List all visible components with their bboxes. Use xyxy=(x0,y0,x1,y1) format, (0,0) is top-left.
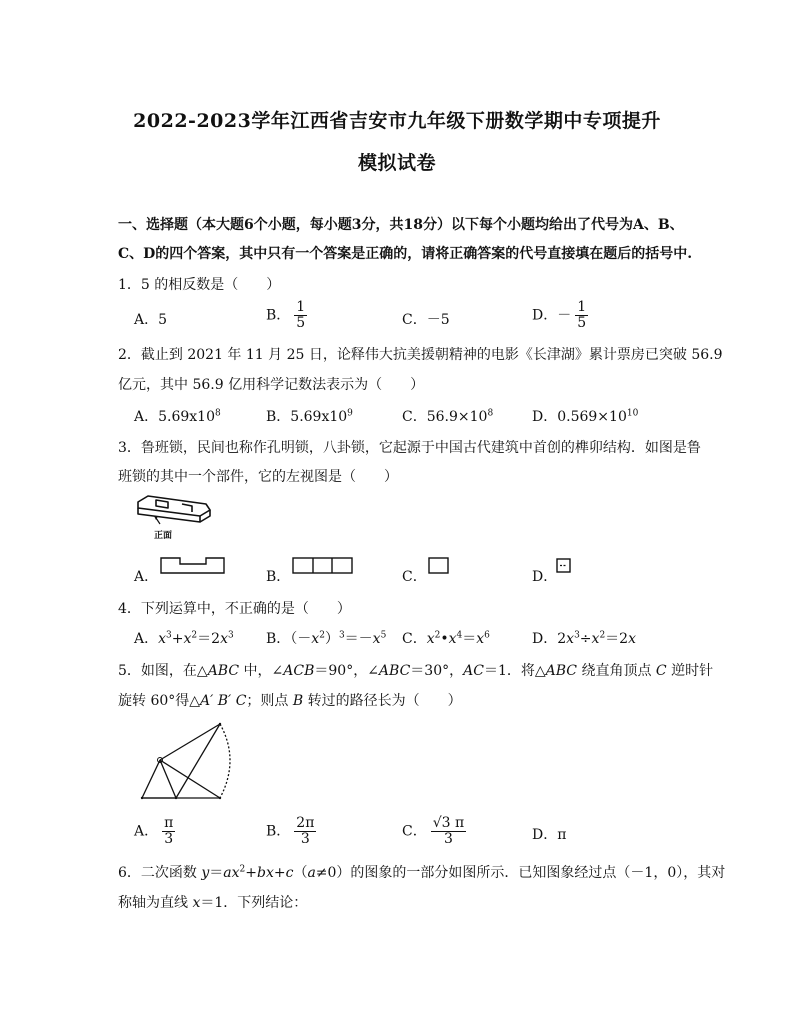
text-segment: ABC xyxy=(207,663,240,679)
q2-option-a-base: A．5.69x10 xyxy=(134,409,215,425)
text-segment: 称轴为直线 xyxy=(118,895,193,911)
text-segment: ABC xyxy=(378,663,411,679)
q2-option-d-base: D．0.569×10 xyxy=(532,409,627,425)
q3-lock-part-figure xyxy=(134,494,214,544)
text-segment: + xyxy=(245,865,257,881)
q5-option-c-fraction xyxy=(431,816,466,847)
section1-instructions-line2: C、D的四个答案，其中只有一个答案是正确的，请将正确答案的代号直接填在题后的括号中. xyxy=(118,246,693,262)
q4-option-c-label: C． xyxy=(402,631,427,647)
q2-text-line2: 亿元，其中 56.9 亿用科学记数法表示为（ ） xyxy=(118,377,425,393)
text-segment: ＝1．将△ xyxy=(483,663,546,679)
page-title-line1: 2022-2023学年江西省吉安市九年级下册数学期中专项提升 xyxy=(133,110,661,132)
q5-option-a xyxy=(134,816,175,847)
q1-option-b-fraction xyxy=(294,300,307,331)
q2-option-b-base: B．5.69x10 xyxy=(266,409,348,425)
q1-option-b-prefix: B． xyxy=(266,307,291,324)
q4-text: 4．下列运算中，不正确的是（ ） xyxy=(118,601,351,617)
text-segment: + xyxy=(273,865,286,881)
q4-option-d-label: D． xyxy=(532,631,558,647)
q5-option-b-prefix: B． xyxy=(266,823,291,840)
q1-option-c: C．－5 xyxy=(402,312,450,328)
q2-option-d-exponent: 10 xyxy=(626,408,639,419)
text-segment: ACB xyxy=(283,663,315,679)
text-segment: 旋转 60°得△ xyxy=(118,693,201,709)
fraction-numerator: 1 xyxy=(577,299,587,315)
text-segment: ≠0）的图象的一部分如图所示．已知图象经过点（－1，0），其对 xyxy=(315,865,726,881)
text-segment: ＝1．下列结论： xyxy=(200,895,308,911)
q2-option-a-exponent: 8 xyxy=(215,408,221,419)
q4-option-a-label: A． xyxy=(134,631,159,647)
q2-option-a xyxy=(134,406,221,426)
q2-option-c-exponent: 8 xyxy=(487,408,494,419)
q1-option-a: A．5 xyxy=(134,312,168,328)
text-segment: 绕直角顶点 xyxy=(577,663,656,679)
fraction-denominator: 3 xyxy=(300,831,310,847)
q6-text-line1 xyxy=(118,862,725,882)
q2-text-line1: 2．截止到 2021 年 11 月 25 日，论释伟大抗美援朝精神的电影《长津湖》累计票房已突破 56.9 xyxy=(118,347,723,363)
text-segment: 5．如图，在△ xyxy=(118,663,208,679)
fraction-numerator: π xyxy=(164,815,174,831)
fraction-denominator: 5 xyxy=(296,315,306,331)
section1-instructions-line1: 一、选择题（本大题6个小题，每小题3分，共18分）以下每个小题均给出了代号为A、B、 xyxy=(118,217,684,233)
fraction-denominator: 5 xyxy=(577,315,587,331)
q2-option-c-base: C．56.9×10 xyxy=(402,409,488,425)
text-segment: ＝ xyxy=(209,865,224,881)
fraction-numerator: 2π xyxy=(296,815,315,831)
q3-text-line2: 班锁的其中一个部件，它的左视图是（ ） xyxy=(118,469,398,485)
text-segment: ＝90°，∠ xyxy=(314,663,379,679)
fraction-denominator: 3 xyxy=(164,831,174,847)
q5-text-line2 xyxy=(118,690,462,710)
q4-option-a: A．$x^3+x^2=2x^3$ xyxy=(134,630,234,647)
q3-figure-label-front: 正面 xyxy=(154,531,173,541)
q2-option-d xyxy=(532,406,638,426)
q3-option-d-view xyxy=(556,558,572,574)
q1-option-d xyxy=(532,300,588,331)
q5-text-line1 xyxy=(118,660,713,680)
q4-option-b-label: B． xyxy=(266,631,291,647)
text-segment: 中，∠ xyxy=(239,663,284,679)
text-segment: ABC xyxy=(545,663,578,679)
q3-option-d: D． xyxy=(532,569,558,585)
text-segment: C xyxy=(655,663,667,679)
text-segment: ；则点 xyxy=(246,693,293,709)
text-segment: 6．二次函数 xyxy=(118,865,202,881)
q5-option-d: D．π xyxy=(532,827,567,843)
q1-option-b xyxy=(266,300,307,331)
text-segment: a xyxy=(307,865,316,881)
q5-option-a-prefix: A． xyxy=(134,823,159,840)
text-segment: y xyxy=(201,865,210,881)
text-segment: A′ B′ C xyxy=(200,693,247,709)
q3-option-c: C． xyxy=(402,569,427,585)
text-segment: ＝30°， xyxy=(410,663,464,679)
q5-option-c xyxy=(402,816,466,847)
q3-option-a: A． xyxy=(134,569,159,585)
q2-option-c xyxy=(402,406,493,426)
text-segment: 转过的路径长为（ ） xyxy=(303,693,462,709)
q5-option-a-fraction xyxy=(162,816,175,847)
fraction-numerator: 1 xyxy=(296,299,306,315)
q5-option-b-fraction xyxy=(294,816,316,847)
text-segment: 逆时针 xyxy=(666,663,714,679)
fraction-denominator: 3 xyxy=(444,831,453,847)
q4-option-d: D．$2x^3\div x^2=2x$ xyxy=(532,630,636,647)
q3-option-b: B． xyxy=(266,569,291,585)
text-segment: （ xyxy=(293,865,308,881)
q4-option-c: C．$x^2•x^4=x^6$ xyxy=(402,630,490,647)
q2-option-b-exponent: 9 xyxy=(347,408,353,419)
q5-option-c-prefix: C． xyxy=(402,823,427,840)
q4-option-b: B．$(-x^2)^3=-x^5$ xyxy=(266,630,387,647)
text-segment: AC xyxy=(463,663,484,679)
text-segment: c xyxy=(285,865,294,881)
q5-option-b xyxy=(266,816,316,847)
q5-triangle-rotation-figure xyxy=(136,720,232,804)
q3-option-c-view xyxy=(428,557,450,575)
q3-option-b-view xyxy=(292,557,354,575)
text-segment: B xyxy=(292,693,304,709)
text-segment: ax xyxy=(223,865,240,881)
q1-option-d-fraction xyxy=(575,300,588,331)
page-title-line2: 模拟试卷 xyxy=(357,152,436,174)
text-segment: x xyxy=(192,895,201,911)
q3-text-line1: 3．鲁班锁，民间也称作孔明锁，八卦锁，它起源于中国古代建筑中首创的榫卯结构．如图是鲁 xyxy=(118,440,701,456)
q1-text: 1．5 的相反数是（ ） xyxy=(118,277,281,293)
fraction-numerator: √3 π xyxy=(432,815,465,831)
q2-option-b xyxy=(266,406,353,426)
q3-option-a-view xyxy=(160,557,226,575)
q1-option-d-prefix: D．－ xyxy=(532,307,572,324)
q6-text-line2 xyxy=(118,892,307,912)
text-segment: 2 xyxy=(239,864,246,875)
text-segment: bx xyxy=(257,865,274,881)
